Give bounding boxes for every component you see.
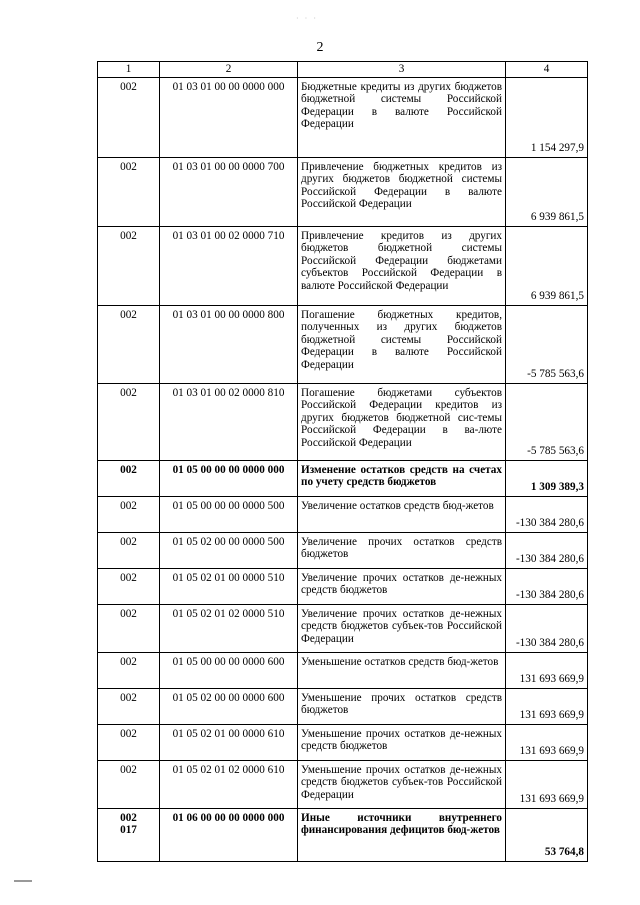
budget-code-cell: 01 05 02 00 00 0000 500 bbox=[160, 532, 298, 568]
amount-cell: 131 693 669,9 bbox=[506, 688, 588, 724]
table-row bbox=[98, 724, 588, 760]
admin-code-cell: 002 bbox=[98, 460, 160, 496]
table-header-row bbox=[98, 62, 588, 78]
admin-code-cell: 002 bbox=[98, 568, 160, 604]
budget-code-cell: 01 06 00 00 00 0000 000 bbox=[160, 808, 298, 861]
description-cell: Уменьшение прочих остатков средств бюджетов bbox=[298, 688, 506, 724]
budget-code-cell: 01 05 00 00 00 0000 500 bbox=[160, 496, 298, 532]
table-row bbox=[98, 808, 588, 861]
header-col-2: 2 bbox=[160, 62, 298, 78]
amount-cell: 131 693 669,9 bbox=[506, 760, 588, 808]
description-cell: Увеличение прочих остатков де-нежных средств бюджетов bbox=[298, 568, 506, 604]
amount-cell: -5 785 563,6 bbox=[506, 383, 588, 460]
table-row bbox=[98, 652, 588, 688]
amount-cell: 1 309 389,3 bbox=[506, 460, 588, 496]
admin-code-cell: 002 bbox=[98, 652, 160, 688]
budget-code-cell: 01 05 00 00 00 0000 000 bbox=[160, 460, 298, 496]
budget-code-cell: 01 05 02 01 02 0000 610 bbox=[160, 760, 298, 808]
table-row bbox=[98, 157, 588, 226]
admin-code-cell: 002 bbox=[98, 724, 160, 760]
admin-code-cell: 002 bbox=[98, 496, 160, 532]
table-row bbox=[98, 568, 588, 604]
table-row bbox=[98, 532, 588, 568]
header-col-1: 1 bbox=[98, 62, 160, 78]
description-cell: Уменьшение прочих остатков де-нежных средств бюджетов bbox=[298, 724, 506, 760]
budget-code-cell: 01 05 02 01 00 0000 610 bbox=[160, 724, 298, 760]
description-cell: Уменьшение остатков средств бюд-жетов bbox=[298, 652, 506, 688]
budget-code-cell: 01 05 02 01 00 0000 510 bbox=[160, 568, 298, 604]
amount-cell: 131 693 669,9 bbox=[506, 724, 588, 760]
sources-financing-table bbox=[97, 61, 588, 862]
description-cell: Привлечение кредитов из других бюджетов бюджетной системы Российской Федерации бюджетами субъектов Российской Федерации в валюте Российской Федерации bbox=[298, 226, 506, 305]
admin-code-cell: 002 bbox=[98, 532, 160, 568]
table-row bbox=[98, 688, 588, 724]
admin-code-cell: 002 bbox=[98, 604, 160, 652]
description-cell: Увеличение прочих остатков средств бюджетов bbox=[298, 532, 506, 568]
description-cell: Изменение остатков средств на счетах по учету средств бюджетов bbox=[298, 460, 506, 496]
header-col-4: 4 bbox=[506, 62, 588, 78]
amount-cell: -130 384 280,6 bbox=[506, 532, 588, 568]
description-cell: Иные источники внутреннего финансирования дефицитов бюд-жетов bbox=[298, 808, 506, 861]
budget-code-cell: 01 03 01 00 00 0000 000 bbox=[160, 77, 298, 157]
table-row bbox=[98, 496, 588, 532]
admin-code-cell: 002 bbox=[98, 760, 160, 808]
description-cell: Привлечение бюджетных кредитов из других бюджетов бюджетной системы Российской Федерации в валюте Российской Федерации bbox=[298, 157, 506, 226]
admin-code-cell: 002 bbox=[98, 226, 160, 305]
table-row bbox=[98, 460, 588, 496]
budget-code-cell: 01 03 01 00 02 0000 710 bbox=[160, 226, 298, 305]
table-row bbox=[98, 305, 588, 383]
budget-code-cell: 01 03 01 00 00 0000 700 bbox=[160, 157, 298, 226]
amount-cell: -130 384 280,6 bbox=[506, 568, 588, 604]
description-cell: Увеличение остатков средств бюд-жетов bbox=[298, 496, 506, 532]
budget-code-cell: 01 05 02 01 02 0000 510 bbox=[160, 604, 298, 652]
amount-cell: 131 693 669,9 bbox=[506, 652, 588, 688]
budget-code-cell: 01 03 01 00 02 0000 810 bbox=[160, 383, 298, 460]
table-row bbox=[98, 77, 588, 157]
table-row bbox=[98, 383, 588, 460]
amount-cell: 53 764,8 bbox=[506, 808, 588, 861]
page-number: 2 bbox=[316, 40, 324, 55]
description-cell: Бюджетные кредиты из других бюджетов бюджетной системы Российской Федерации в валюте Российской Федерации bbox=[298, 77, 506, 157]
amount-cell: -130 384 280,6 bbox=[506, 604, 588, 652]
description-cell: Погашение бюджетами субъектов Российской Федерации кредитов из других бюджетов бюджетной сис-темы Российской Федерации в ва-люте Российской Федерации bbox=[298, 383, 506, 460]
amount-cell: -5 785 563,6 bbox=[506, 305, 588, 383]
admin-code-cell: 002 bbox=[98, 688, 160, 724]
scan-edge-mark bbox=[14, 880, 32, 882]
amount-cell: 1 154 297,9 bbox=[506, 77, 588, 157]
table-row bbox=[98, 604, 588, 652]
amount-cell: 6 939 861,5 bbox=[506, 226, 588, 305]
admin-code-cell: 002 bbox=[98, 383, 160, 460]
description-cell: Уменьшение прочих остатков де-нежных средств бюджетов субъек-тов Российской Федерации bbox=[298, 760, 506, 808]
admin-code-cell: 002 bbox=[98, 305, 160, 383]
amount-cell: 6 939 861,5 bbox=[506, 157, 588, 226]
description-cell: Увеличение прочих остатков де-нежных средств бюджетов субъек-тов Российской Федерации bbox=[298, 604, 506, 652]
table-row bbox=[98, 760, 588, 808]
budget-code-cell: 01 03 01 00 00 0000 800 bbox=[160, 305, 298, 383]
description-cell: Погашение бюджетных кредитов, полученных из других бюджетов бюджетной системы Российской Федерации в валюте Российской Федерации bbox=[298, 305, 506, 383]
table-row bbox=[98, 226, 588, 305]
amount-cell: -130 384 280,6 bbox=[506, 496, 588, 532]
table-body bbox=[98, 77, 588, 861]
admin-code-cell: 002 017 bbox=[98, 808, 160, 861]
budget-code-cell: 01 05 02 00 00 0000 600 bbox=[160, 688, 298, 724]
scan-artifact: · · · bbox=[296, 14, 318, 23]
header-col-3: 3 bbox=[298, 62, 506, 78]
admin-code-cell: 002 bbox=[98, 157, 160, 226]
budget-code-cell: 01 05 00 00 00 0000 600 bbox=[160, 652, 298, 688]
admin-code-cell: 002 bbox=[98, 77, 160, 157]
